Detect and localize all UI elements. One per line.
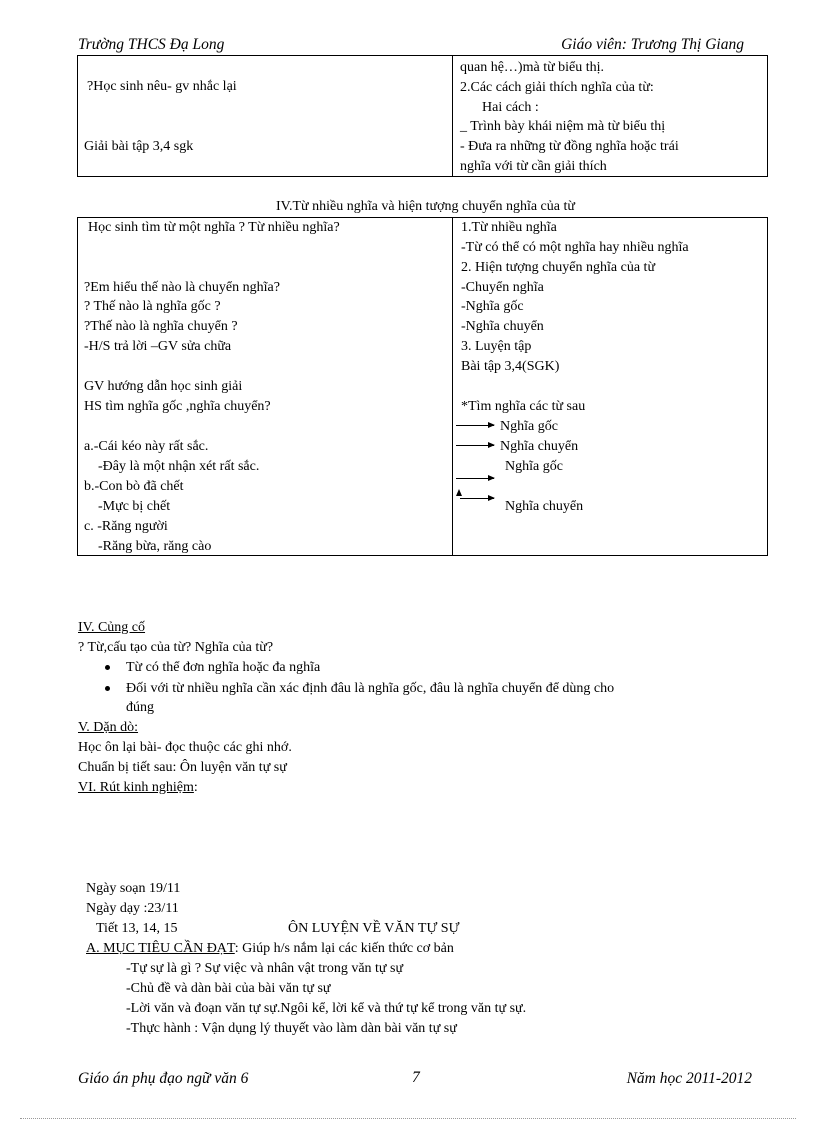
table-2-right-line: -Từ có thể có một nghĩa hay nhiều nghĩa bbox=[461, 240, 689, 255]
table-2-left-line: -Đây là một nhận xét rất sắc. bbox=[98, 459, 260, 474]
table-1-right-line: - Đưa ra những từ đồng nghĩa hoặc trái bbox=[460, 139, 679, 154]
objective-item: -Chủ đề và dàn bài của bài văn tự sự bbox=[126, 981, 331, 996]
arrow-icon bbox=[460, 498, 494, 499]
table-2-right-line: -Chuyển nghĩa bbox=[461, 280, 544, 295]
table-2-left-line: Học sinh tìm từ một nghĩa ? Từ nhiều nghĩa? bbox=[88, 220, 340, 235]
page-bottom-divider bbox=[20, 1118, 796, 1119]
table-2-divider bbox=[452, 217, 453, 556]
table-2-right-line: 2. Hiện tượng chuyển nghĩa của từ bbox=[461, 260, 656, 275]
section-title: IV.Từ nhiều nghĩa và hiện tượng chuyển nghĩa của từ bbox=[276, 199, 575, 214]
objective-heading bbox=[86, 939, 454, 959]
table-2-right-line: Nghĩa chuyển bbox=[500, 439, 579, 454]
table-2-left-line: -Răng bừa, răng cào bbox=[98, 539, 212, 554]
experience-colon: : bbox=[193, 780, 198, 795]
objective-item: -Thực hành : Vận dụng lý thuyết vào làm dàn bài văn tự sự bbox=[126, 1021, 457, 1036]
objective-text: : Giúp h/s nắm lại các kiến thức cơ bản bbox=[234, 941, 454, 956]
table-1 bbox=[77, 55, 768, 177]
table-2-left-line: GV hướng dẫn học sinh giải bbox=[84, 379, 243, 394]
teacher-name: Giáo viên: Trương Thị Giang bbox=[561, 36, 744, 53]
bullet-icon bbox=[105, 686, 110, 691]
table-1-divider bbox=[452, 55, 453, 177]
table-2-left-line: a.-Cái kéo này rất sắc. bbox=[84, 439, 209, 454]
experience-heading bbox=[78, 778, 198, 798]
table-2-left-line: HS tìm nghĩa gốc ,nghĩa chuyển? bbox=[84, 399, 271, 414]
bullet-icon bbox=[105, 665, 110, 670]
table-2-left-line: c. -Răng người bbox=[84, 519, 168, 534]
arrow-icon bbox=[456, 445, 494, 446]
consolidation-title: IV. Củng cố bbox=[78, 620, 146, 635]
table-2-right-line: *Tìm nghĩa các từ sau bbox=[461, 399, 586, 414]
table-1-right-line: nghĩa với từ cần giải thích bbox=[460, 159, 607, 174]
date-taught: Ngày dạy :23/11 bbox=[86, 901, 179, 916]
school-name: Trường THCS Đạ Long bbox=[78, 36, 225, 53]
page-number: 7 bbox=[412, 1069, 420, 1086]
table-2-left-line: ?Thế nào là nghĩa chuyển ? bbox=[84, 319, 238, 334]
table-2-right-line: 1.Từ nhiều nghĩa bbox=[461, 220, 557, 235]
table-1-right-line: 2.Các cách giải thích nghĩa của từ: bbox=[460, 80, 654, 95]
table-2-right-line: Nghĩa gốc bbox=[505, 459, 563, 474]
table-1-right-line: Hai cách : bbox=[482, 100, 539, 115]
homework-title: V. Dặn dò: bbox=[78, 720, 139, 735]
table-2-left-line: b.-Con bò đã chết bbox=[84, 479, 184, 494]
table-1-right-line: _ Trình bày khái niệm mà từ biểu thị bbox=[460, 119, 666, 134]
consolidation-question: ? Từ,cấu tạo của từ? Nghĩa của từ? bbox=[78, 640, 274, 655]
lesson-title: ÔN LUYỆN VỀ VĂN TỰ SỰ bbox=[288, 921, 460, 936]
table-2-left-line: -Mực bị chết bbox=[98, 499, 171, 514]
arrow-up-icon bbox=[456, 489, 462, 496]
table-1-right-line: quan hệ…)mà từ biểu thị. bbox=[460, 60, 605, 75]
experience-title: VI. Rút kinh nghiệm bbox=[78, 780, 194, 795]
objective-item: -Lời văn và đoạn văn tự sự.Ngôi kể, lời kể và thứ tự kể trong văn tự sự. bbox=[126, 1001, 527, 1016]
arrow-icon bbox=[456, 478, 494, 479]
footer-course: Giáo án phụ đạo ngữ văn 6 bbox=[78, 1070, 249, 1087]
homework-line: Chuẩn bị tiết sau: Ôn luyện văn tự sự bbox=[78, 760, 287, 775]
homework-line: Học ôn lại bài- đọc thuộc các ghi nhớ. bbox=[78, 740, 292, 755]
objective-label: A. MỤC TIÊU CẦN ĐẠT bbox=[86, 941, 235, 956]
table-1-left-cell: ?Học sinh nêu- gv nhắc lại bbox=[87, 79, 237, 94]
arrow-icon bbox=[456, 425, 494, 426]
table-2-right-line: Bài tập 3,4(SGK) bbox=[461, 359, 560, 374]
footer-school-year: Năm học 2011-2012 bbox=[626, 1070, 752, 1087]
table-2-right-line: Nghĩa chuyển bbox=[505, 499, 584, 514]
table-2-right-line: 3. Luyện tập bbox=[461, 339, 532, 354]
objective-item: -Tự sự là gì ? Sự việc và nhân vật trong văn tự sự bbox=[126, 961, 404, 976]
table-2-right-line: -Nghĩa gốc bbox=[461, 299, 524, 314]
date-prepared: Ngày soạn 19/11 bbox=[86, 881, 181, 896]
consolidation-bullet: Từ có thể đơn nghĩa hoặc đa nghĩa bbox=[126, 660, 321, 675]
table-2-left-line: ?Em hiểu thế nào là chuyển nghĩa? bbox=[84, 280, 280, 295]
lesson-periods: Tiết 13, 14, 15 bbox=[96, 921, 178, 936]
consolidation-bullet: Đối với từ nhiều nghĩa cần xác định đâu là nghĩa gốc, đâu là nghĩa chuyển để dùng cho bbox=[126, 681, 615, 696]
table-2-right-line: Nghĩa gốc bbox=[500, 419, 558, 434]
table-2-left-line: -H/S trả lời –GV sửa chữa bbox=[84, 339, 232, 354]
table-1-left-cell: Giải bài tập 3,4 sgk bbox=[84, 139, 194, 154]
table-2-right-line: -Nghĩa chuyển bbox=[461, 319, 544, 334]
table-2-left-line: ? Thế nào là nghĩa gốc ? bbox=[84, 299, 221, 314]
consolidation-bullet-continuation: đúng bbox=[126, 700, 154, 715]
